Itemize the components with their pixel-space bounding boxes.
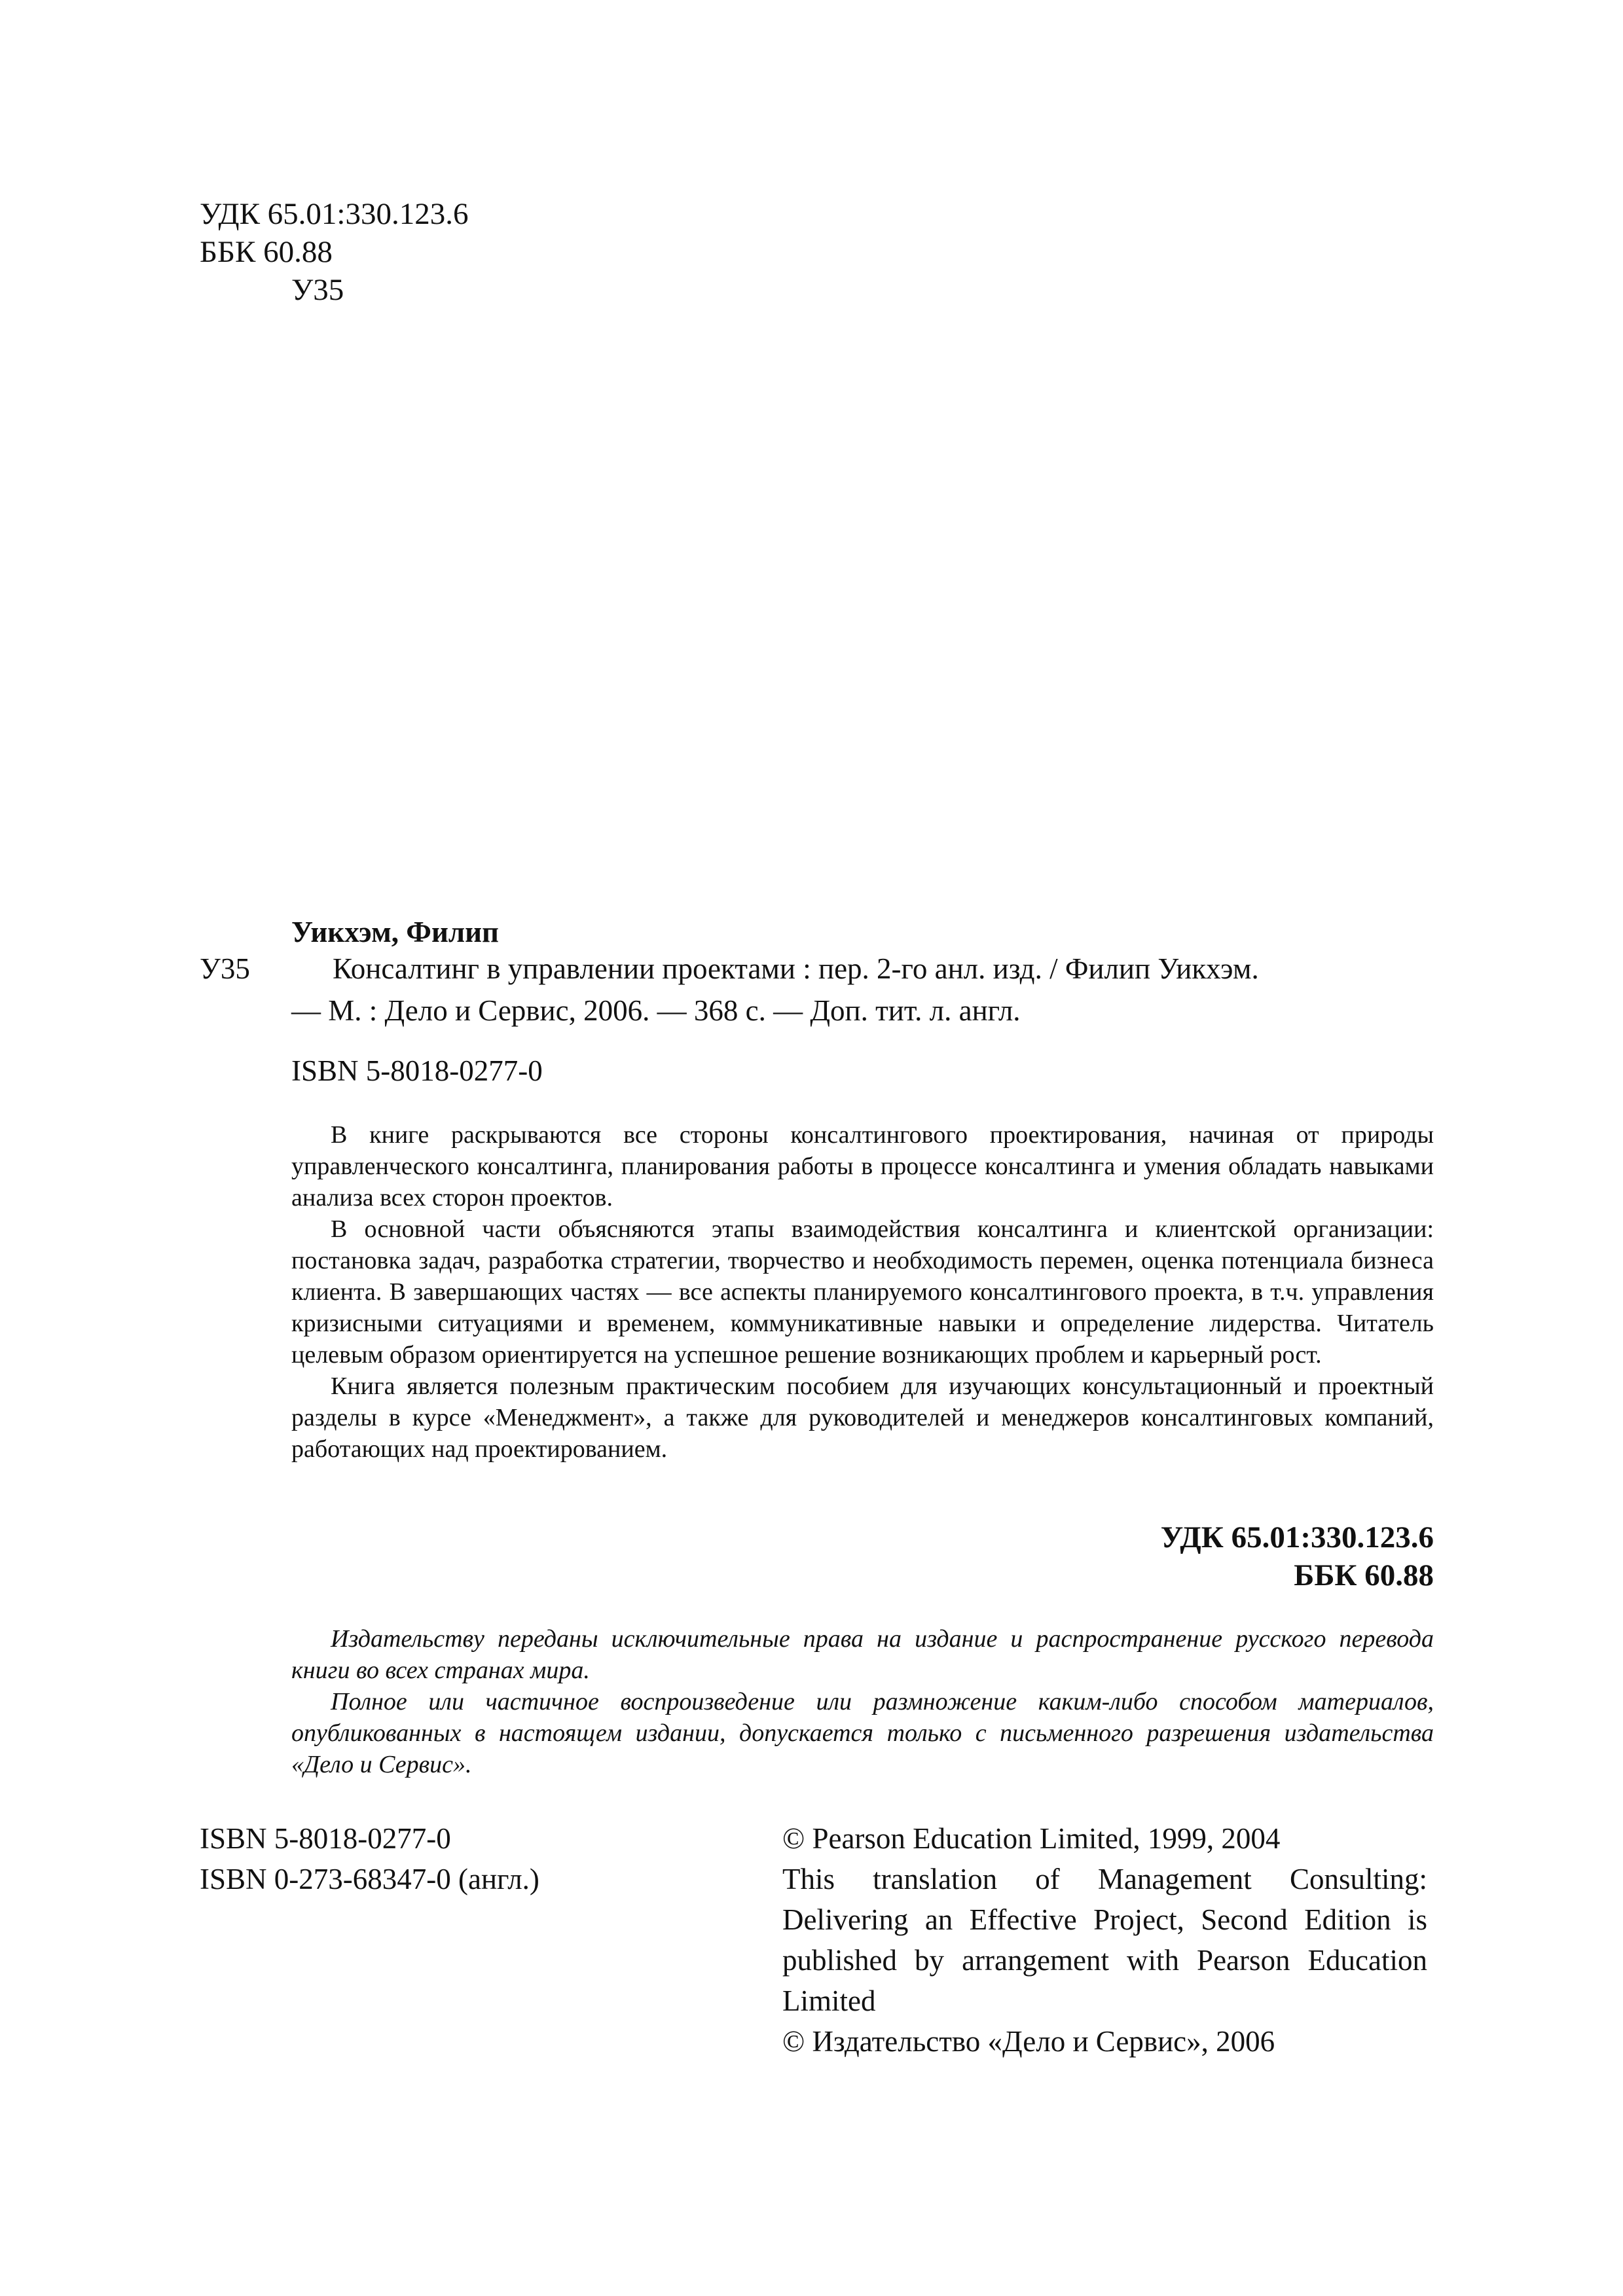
rights-notice	[291, 1623, 1434, 1780]
isbn-english: ISBN 0-273-68347-0 (англ.)	[200, 1863, 539, 1895]
book-title-line-1: Консалтинг в управлении проектами : пер. 2-го анл. изд. / Филип Уикхэм.	[333, 952, 1259, 985]
annotation-paragraph: В основной части объясняются этапы взаимодействия консалтинга и клиентской организации: постановка задач, разработка стратегии, творчество и необходимость перемен, оценка потенциала бизнеса клиента. В завершающих частях — все аспекты планируемого консалтингового проекта, в т.ч. управления кризисными ситуациями и временем, коммуникативные навыки и определение лидерства. Читатель целевым образом ориентируется на успешное решение возникающих проблем и карьерный рост.	[291, 1215, 1434, 1369]
isbn-russian: ISBN 5-8018-0277-0	[200, 1822, 451, 1855]
annotation-paragraph: В книге раскрываются все стороны консалтингового проектирования, начиная от природы управленческого консалтинга, планирования работы в процессе консалтинга и умения обладать навыками анализа всех сторон проектов.	[291, 1121, 1434, 1211]
copyright-pearson: © Pearson Education Limited, 1999, 2004	[782, 1822, 1281, 1855]
book-title-line-2: — М. : Дело и Сервис, 2006. — 368 с. — Доп. тит. л. англ.	[291, 994, 1021, 1027]
translation-notice: This translation of Management Consulting: Delivering an Effective Project, Second Edition is published by arrangement with Pearson Education Limited	[782, 1863, 1427, 2017]
author-name: Уикхэм, Филип	[291, 916, 499, 948]
copyright-block	[782, 1818, 1427, 2062]
isbn-card: ISBN 5-8018-0277-0	[291, 1054, 543, 1087]
copyright-publisher: © Издательство «Дело и Сервис», 2006	[782, 2025, 1275, 2058]
udk-top: УДК 65.01:330.123.6	[200, 197, 469, 231]
udk-right: УДК 65.01:330.123.6	[1160, 1520, 1434, 1554]
rights-paragraph: Издательству переданы исключительные права на издание и распространение русского перевода книги во всех странах мира.	[291, 1625, 1434, 1684]
bbk-top: ББК 60.88	[200, 235, 333, 269]
bbk-right: ББК 60.88	[1294, 1558, 1434, 1592]
annotation	[291, 1119, 1434, 1465]
author-sign-top: У35	[291, 273, 344, 307]
rights-paragraph: Полное или частичное воспроизведение или размножение каким-либо способом материалов, опубликованных в настоящем издании, допускается только с письменного разрешения издательства «Дело и Сервис».	[291, 1688, 1434, 1778]
annotation-paragraph: Книга является полезным практическим пособием для изучающих консультационный и проектный разделы в курсе «Менеджмент», а также для руководителей и менеджеров консалтинговых компаний, работающих над проектированием.	[291, 1372, 1434, 1463]
author-sign-card: У35	[200, 952, 250, 985]
